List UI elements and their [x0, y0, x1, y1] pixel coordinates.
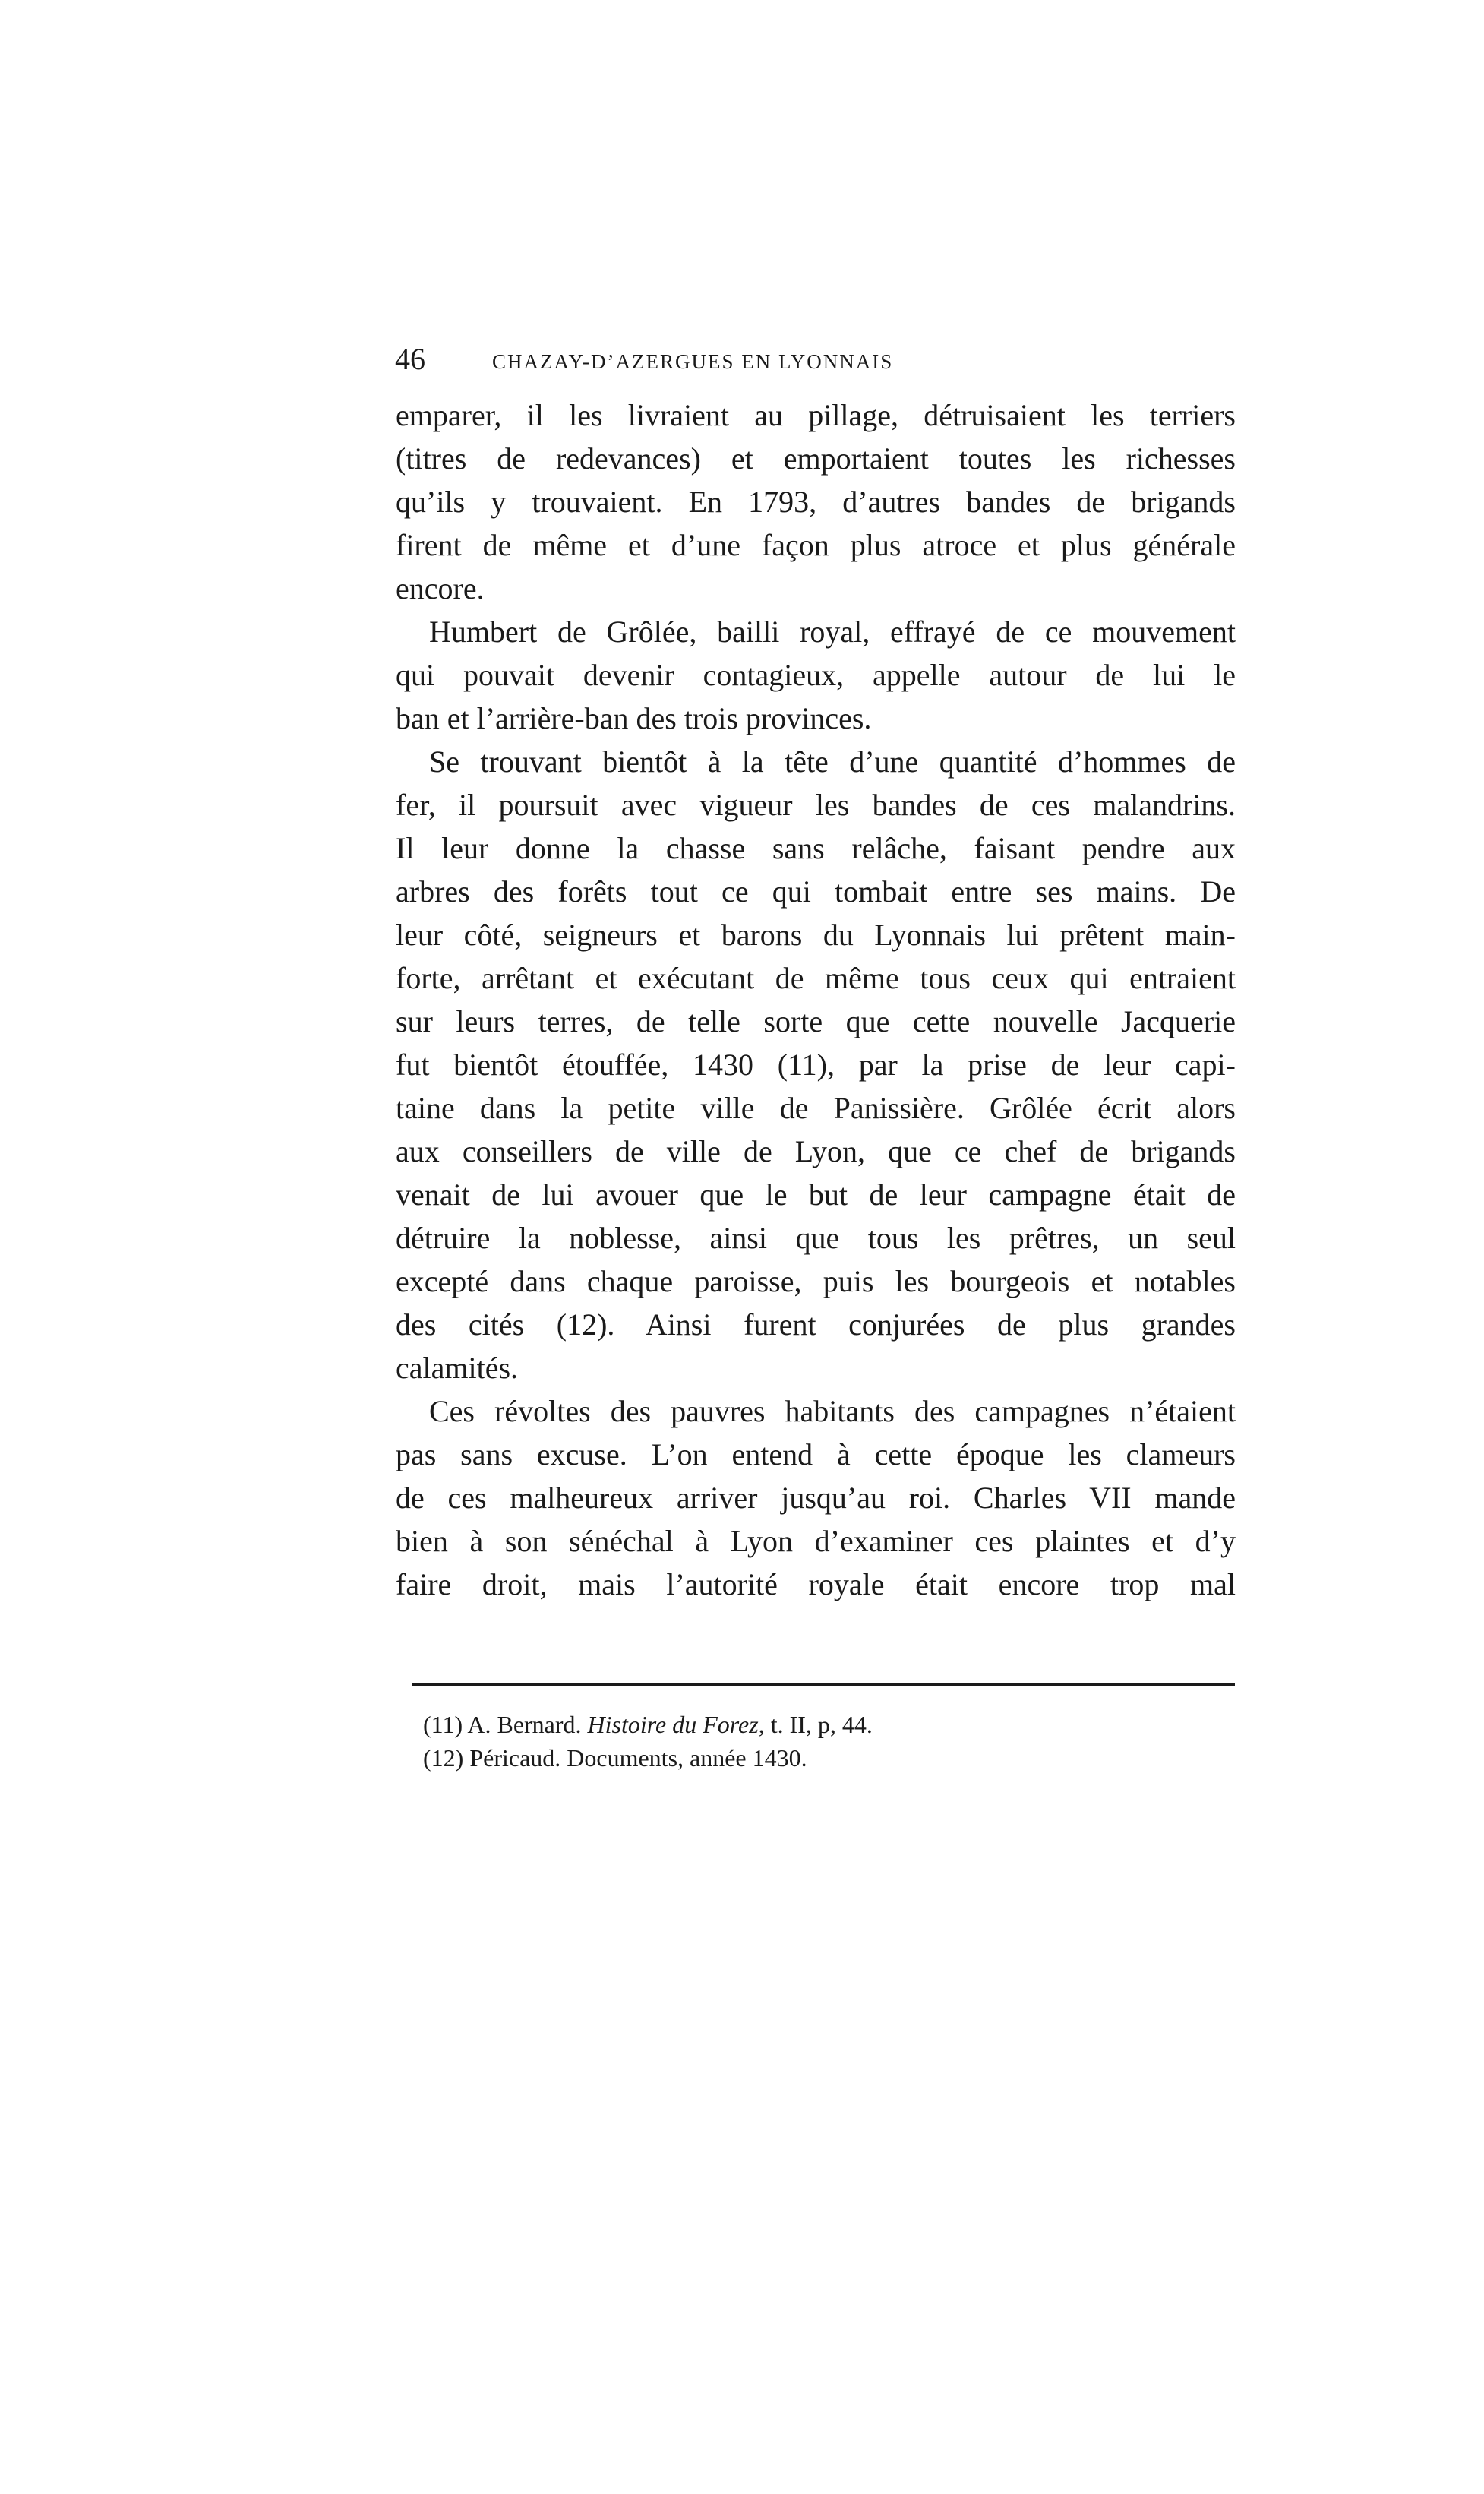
footnote-author: A. Bernard.: [467, 1711, 582, 1738]
text-line: encore.: [396, 571, 485, 605]
text-line: détruire la noblesse, ainsi que tous les prêtres, un seul: [396, 1221, 1236, 1255]
paragraph-start-line: Ces révoltes des pauvres habitants des campagnes n’étaient: [429, 1394, 1236, 1428]
text-line: forte, arrêtant et exécutant de même tous ceux qui entraient: [396, 961, 1236, 995]
text-line: (titres de redevances) et emportaient toutes les richesses: [396, 441, 1236, 476]
text-line: des cités (12). Ainsi furent conjurées de plus grandes: [396, 1307, 1236, 1342]
text-line: aux conseillers de ville de Lyon, que ce chef de brigands: [396, 1134, 1236, 1168]
footnotes: [423, 1708, 1182, 1775]
text-line: fer, il poursuit avec vigueur les bandes de ces malandrins.: [396, 788, 1236, 822]
running-head: [395, 340, 1230, 378]
footnote-marker: (11): [423, 1711, 463, 1738]
running-title: CHAZAY-D’AZERGUES EN LYONNAIS: [492, 350, 894, 373]
text-line: pas sans excuse. L’on entend à cette époque les clameurs: [396, 1437, 1236, 1471]
footnote-title: Histoire du Forez: [587, 1711, 759, 1738]
page-number: 46: [395, 342, 425, 376]
footnote-divider: [412, 1683, 1235, 1686]
text-line: fut bientôt étouffée, 1430 (11), par la prise de leur capi-: [396, 1048, 1236, 1082]
text-line: sur leurs terres, de telle sorte que cette nouvelle Jacquerie: [396, 1004, 1236, 1038]
text-line: Il leur donne la chasse sans relâche, faisant pendre aux: [396, 831, 1236, 865]
footnote-12: [423, 1741, 1182, 1775]
paragraph-start-line: Se trouvant bientôt à la tête d’une quantité d’hommes de: [429, 744, 1236, 779]
text-line: de ces malheureux arriver jusqu’au roi. Charles VII mande: [396, 1481, 1236, 1515]
body-text: [396, 394, 1236, 1606]
text-line: faire droit, mais l’autorité royale était encore trop mal: [396, 1567, 1236, 1601]
footnote-text: Péricaud. Documents, année 1430.: [469, 1744, 807, 1772]
text-line: venait de lui avouer que le but de leur campagne était de: [396, 1177, 1236, 1212]
text-line: taine dans la petite ville de Panissière. Grôlée écrit alors: [396, 1091, 1236, 1125]
text-line: arbres des forêts tout ce qui tombait entre ses mains. De: [396, 874, 1236, 909]
text-line: calamités.: [396, 1351, 519, 1385]
text-line: bien à son sénéchal à Lyon d’examiner ces plaintes et d’y: [396, 1524, 1236, 1558]
text-line: qui pouvait devenir contagieux, appelle autour de lui le: [396, 658, 1236, 692]
text-line: qu’ils y trouvaient. En 1793, d’autres bandes de brigands: [396, 485, 1236, 519]
text-line: excepté dans chaque paroisse, puis les bourgeois et notables: [396, 1264, 1236, 1298]
footnote-marker: (12): [423, 1744, 464, 1772]
footnote-11: [423, 1708, 1182, 1741]
text-line: emparer, il les livraient au pillage, détruisaient les terriers: [396, 398, 1236, 432]
text-line: leur côté, seigneurs et barons du Lyonnais lui prêtent main-: [396, 918, 1236, 952]
paragraph-start-line: Humbert de Grôlée, bailli royal, effrayé de ce mouvement: [429, 615, 1236, 649]
footnote-reference: , t. II, p, 44.: [758, 1711, 873, 1738]
text-line: firent de même et d’une façon plus atroce et plus générale: [396, 528, 1236, 562]
text-line: ban et l’arrière-ban des trois provinces.: [396, 701, 872, 735]
